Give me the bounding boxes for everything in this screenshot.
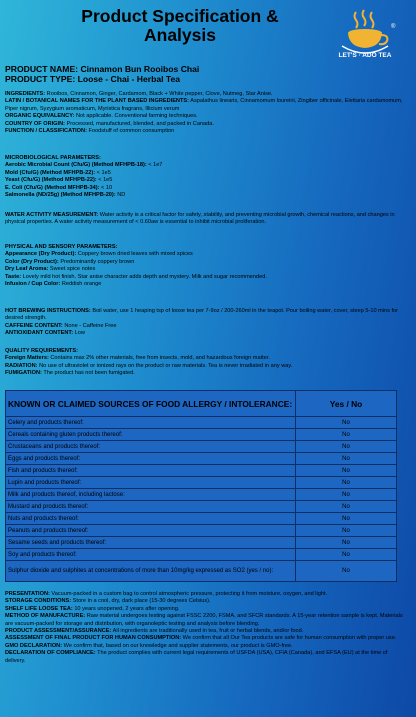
- ingredients-line: INGREDIENTS: Rooibos, Cinnamon, Ginger, Cardamom, Black + White pepper, Clove, Nutmeg, Star Anise.: [5, 91, 273, 97]
- organic-line: ORGANIC EQUIVALENCY: Not applicable. Conventional farming techniques.: [5, 113, 198, 120]
- table-row: [6, 537, 397, 549]
- sensory-row: Infusion / Cup Color: Reddish orange: [5, 281, 102, 288]
- table-row: [6, 417, 397, 429]
- storage-line: STORAGE CONDITIONS: Store in a cool, dry, dark place (15-30 degrees Celsius).: [5, 598, 211, 605]
- table-row: [6, 477, 397, 489]
- water-value: Water activity is a critical factor for safety, stability, and preventing microbial growth, chemical reactions, and changes in physical properties. A water activity measurement of < 0.60aw is essential to inhibit microbial proliferation.: [5, 212, 395, 226]
- latin-names-line: LATIN / BOTANICAL NAMES FOR THE PLANT BASED INGREDIENTS: Aspalathus linearis, Cinnamomum loureirii, Zingiber officinale, Elettaria cardamomum, Piper nigrum, Syzygium aromaticum, Myristica fragrans, Illicium verum: [5, 98, 403, 112]
- brewing-section: [5, 308, 409, 338]
- assurance-line: PRODUCT ASSESSMENT/ASSURANCE: All ingredients are traditionally used in tea, fruit or herbal blends, and/or food.: [5, 628, 304, 635]
- sensory-row: Appearance (Dry Product): Coppery brown dried leaves with mixed spices: [5, 251, 193, 258]
- allergy-value: No: [296, 501, 397, 513]
- micro-row: Salmonella (ND/25g) (Method MFHPB-20): ND: [5, 192, 126, 199]
- water-label: WATER ACTIVITY MEASUREMENT:: [5, 212, 99, 218]
- product-type-line: [5, 74, 199, 84]
- title-line-1: Product Specification &: [81, 6, 279, 26]
- table-row: [6, 465, 397, 477]
- antioxidant-line: ANTIOXIDANT CONTENT: Low: [5, 330, 85, 337]
- table-row: [6, 525, 397, 537]
- allergy-item: Crustaceans and products thereof:: [6, 441, 296, 453]
- brewing-line: HOT BREWING INSTRUCTIONS: Boil water, use 1 heaping tsp of loose tea per 7-9oz / 200-260ml in the teapot. Pour boiling water, cover, steep 5-10 mins for desired strength.: [5, 308, 399, 322]
- sensory-section: [5, 244, 409, 288]
- allergy-value: No: [296, 441, 397, 453]
- product-name-line: [5, 64, 199, 74]
- shelf-life-line: SHELF LIFE LOOSE TEA: 10 years unopened, 2 years after opening.: [5, 605, 180, 612]
- allergy-header-left: KNOWN OR CLAIMED SOURCES OF FOOD ALLERGY / INTOLERANCE:: [6, 391, 296, 417]
- quality-row: FUMIGATION: The product has not been fumigated.: [5, 370, 135, 377]
- table-row: [6, 561, 397, 582]
- allergy-value: No: [296, 489, 397, 501]
- allergy-value: No: [296, 549, 397, 561]
- micro-row: Yeast (Cfu/G) (Method MFHPB-22): < 1e5: [5, 177, 113, 184]
- manufacture-line: METHOD OF MANUFACTURE: Raw material undergoes testing against FSSC 2200, FSMA, and SFCR standards. A 15-year retention sample is kept. Materials are vacuum-packed for storage and distribution, with organoleptic testing and analysis before blending.: [5, 613, 403, 627]
- table-row: [6, 501, 397, 513]
- micro-row: Aerobic Microbial Count (Cfu/G) (Method MFHPB-18): < 1e7: [5, 162, 163, 169]
- table-row: [6, 513, 397, 525]
- micro-heading: MICROBIOLOGICAL PARAMETERS:: [5, 155, 101, 161]
- allergy-item: Lupin and products thereof:: [6, 477, 296, 489]
- table-row: [6, 441, 397, 453]
- table-row: [6, 489, 397, 501]
- footer-section: [5, 591, 409, 665]
- allergy-item: Cereals containing gluten products thereof:: [6, 429, 296, 441]
- tea-cup-logo: [334, 6, 402, 62]
- product-type-value: Loose - Chai - Herbal Tea: [77, 74, 181, 84]
- allergy-header-row: [6, 391, 397, 417]
- caffeine-line: CAFFEINE CONTENT: None - Caffeine Free: [5, 322, 117, 329]
- allergy-value: No: [296, 537, 397, 549]
- sensory-row: Dry Leaf Aroma: Sweet spice notes: [5, 266, 96, 273]
- allergy-item: Peanuts and products thereof:: [6, 525, 296, 537]
- allergy-value: No: [296, 453, 397, 465]
- allergy-header-right: Yes / No: [296, 391, 397, 417]
- allergy-item: Soy and products thereof:: [6, 549, 296, 561]
- table-row: [6, 429, 397, 441]
- allergy-item: Milk and products thereof, including lactose:: [6, 489, 296, 501]
- table-row: [6, 549, 397, 561]
- product-type-label: PRODUCT TYPE:: [5, 74, 76, 84]
- allergy-item: Mustard and products thereof:: [6, 501, 296, 513]
- registered-mark: ®: [391, 24, 396, 30]
- table-row: [6, 453, 397, 465]
- water-activity-section: [5, 212, 409, 227]
- micro-section: [5, 155, 409, 199]
- ingredients-section: [5, 91, 409, 135]
- quality-heading: QUALITY REQUIREMENTS:: [5, 348, 78, 354]
- allergy-item: Celery and products thereof:: [6, 417, 296, 429]
- micro-row: E. Coli (Cfu/G) (Method MFHPB-34): < 10: [5, 184, 113, 191]
- gmo-line: GMO DECLARATION: We confirm that, based on our knowledge and supplier statements, our product is GMO-free.: [5, 642, 293, 649]
- allergy-item: Eggs and products thereof:: [6, 453, 296, 465]
- allergy-item: Nuts and products thereof:: [6, 513, 296, 525]
- product-name-label: PRODUCT NAME:: [5, 64, 79, 74]
- allergy-value: No: [296, 513, 397, 525]
- logo-text: LET'S · ADO TEA: [338, 52, 392, 59]
- allergy-value: No: [296, 465, 397, 477]
- title-line-2: Analysis: [144, 25, 216, 45]
- quality-section: [5, 348, 409, 378]
- allergy-table: [5, 390, 397, 582]
- allergy-item: Sesame seeds and products thereof:: [6, 537, 296, 549]
- presentation-line: PRESENTATION: Vacuum-packed in a custom bag to control atmospheric pressure, protecting it from moisture, oxygen, and light.: [5, 591, 328, 597]
- consumption-line: ASSESSMENT OF FINAL PRODUCT FOR HUMAN CONSUMPTION: We confirm that all Our Tea products are safe for human consumption with proper use.: [5, 635, 397, 642]
- allergy-value: No: [296, 525, 397, 537]
- product-header: [5, 64, 199, 84]
- allergy-value: No: [296, 417, 397, 429]
- sensory-row: Color (Dry Product): Predominantly coppery brown: [5, 258, 135, 265]
- micro-row: Mold (Cfu/G) (Method MFHPB-22): < 1e5: [5, 169, 111, 176]
- sensory-heading: PHYSICAL AND SENSORY PARAMETERS:: [5, 244, 118, 250]
- quality-row: Foreign Matters: Contains max 2% other materials, free from insects, mold, and hazardous foreign matter.: [5, 355, 270, 362]
- compliance-line: DECLARATION OF COMPLIANCE: The product complies with current legal requirements of USFDA (USA), CFIA (Canada), and EFSA (EU) at the time of delivery.: [5, 650, 388, 664]
- allergy-value: No: [296, 561, 397, 582]
- allergy-value: No: [296, 429, 397, 441]
- product-name-value: Cinnamon Bun Rooibos Chai: [80, 64, 200, 74]
- quality-row: RADIATION: No use of ultraviolet or ionized rays on the product or raw materials. Tea is never irradiated in any way.: [5, 362, 293, 369]
- allergy-value: No: [296, 477, 397, 489]
- page-title: [0, 7, 360, 45]
- allergy-item: Sulphur dioxide and sulphites at concentrations of more than 10mg/kg expressed as SO2 (yes / no):: [6, 561, 296, 582]
- allergy-item: Fish and products thereof:: [6, 465, 296, 477]
- sensory-row: Taste: Lovely mild hot finish. Star anise character adds depth and mystery. Milk and sugar recommended.: [5, 273, 267, 280]
- function-line: FUNCTION / CLASSIFICATION: Foodstuff of common consumption: [5, 128, 175, 135]
- origin-line: COUNTRY OF ORIGIN: Processed, manufactured, blended, and packed in Canada.: [5, 120, 214, 127]
